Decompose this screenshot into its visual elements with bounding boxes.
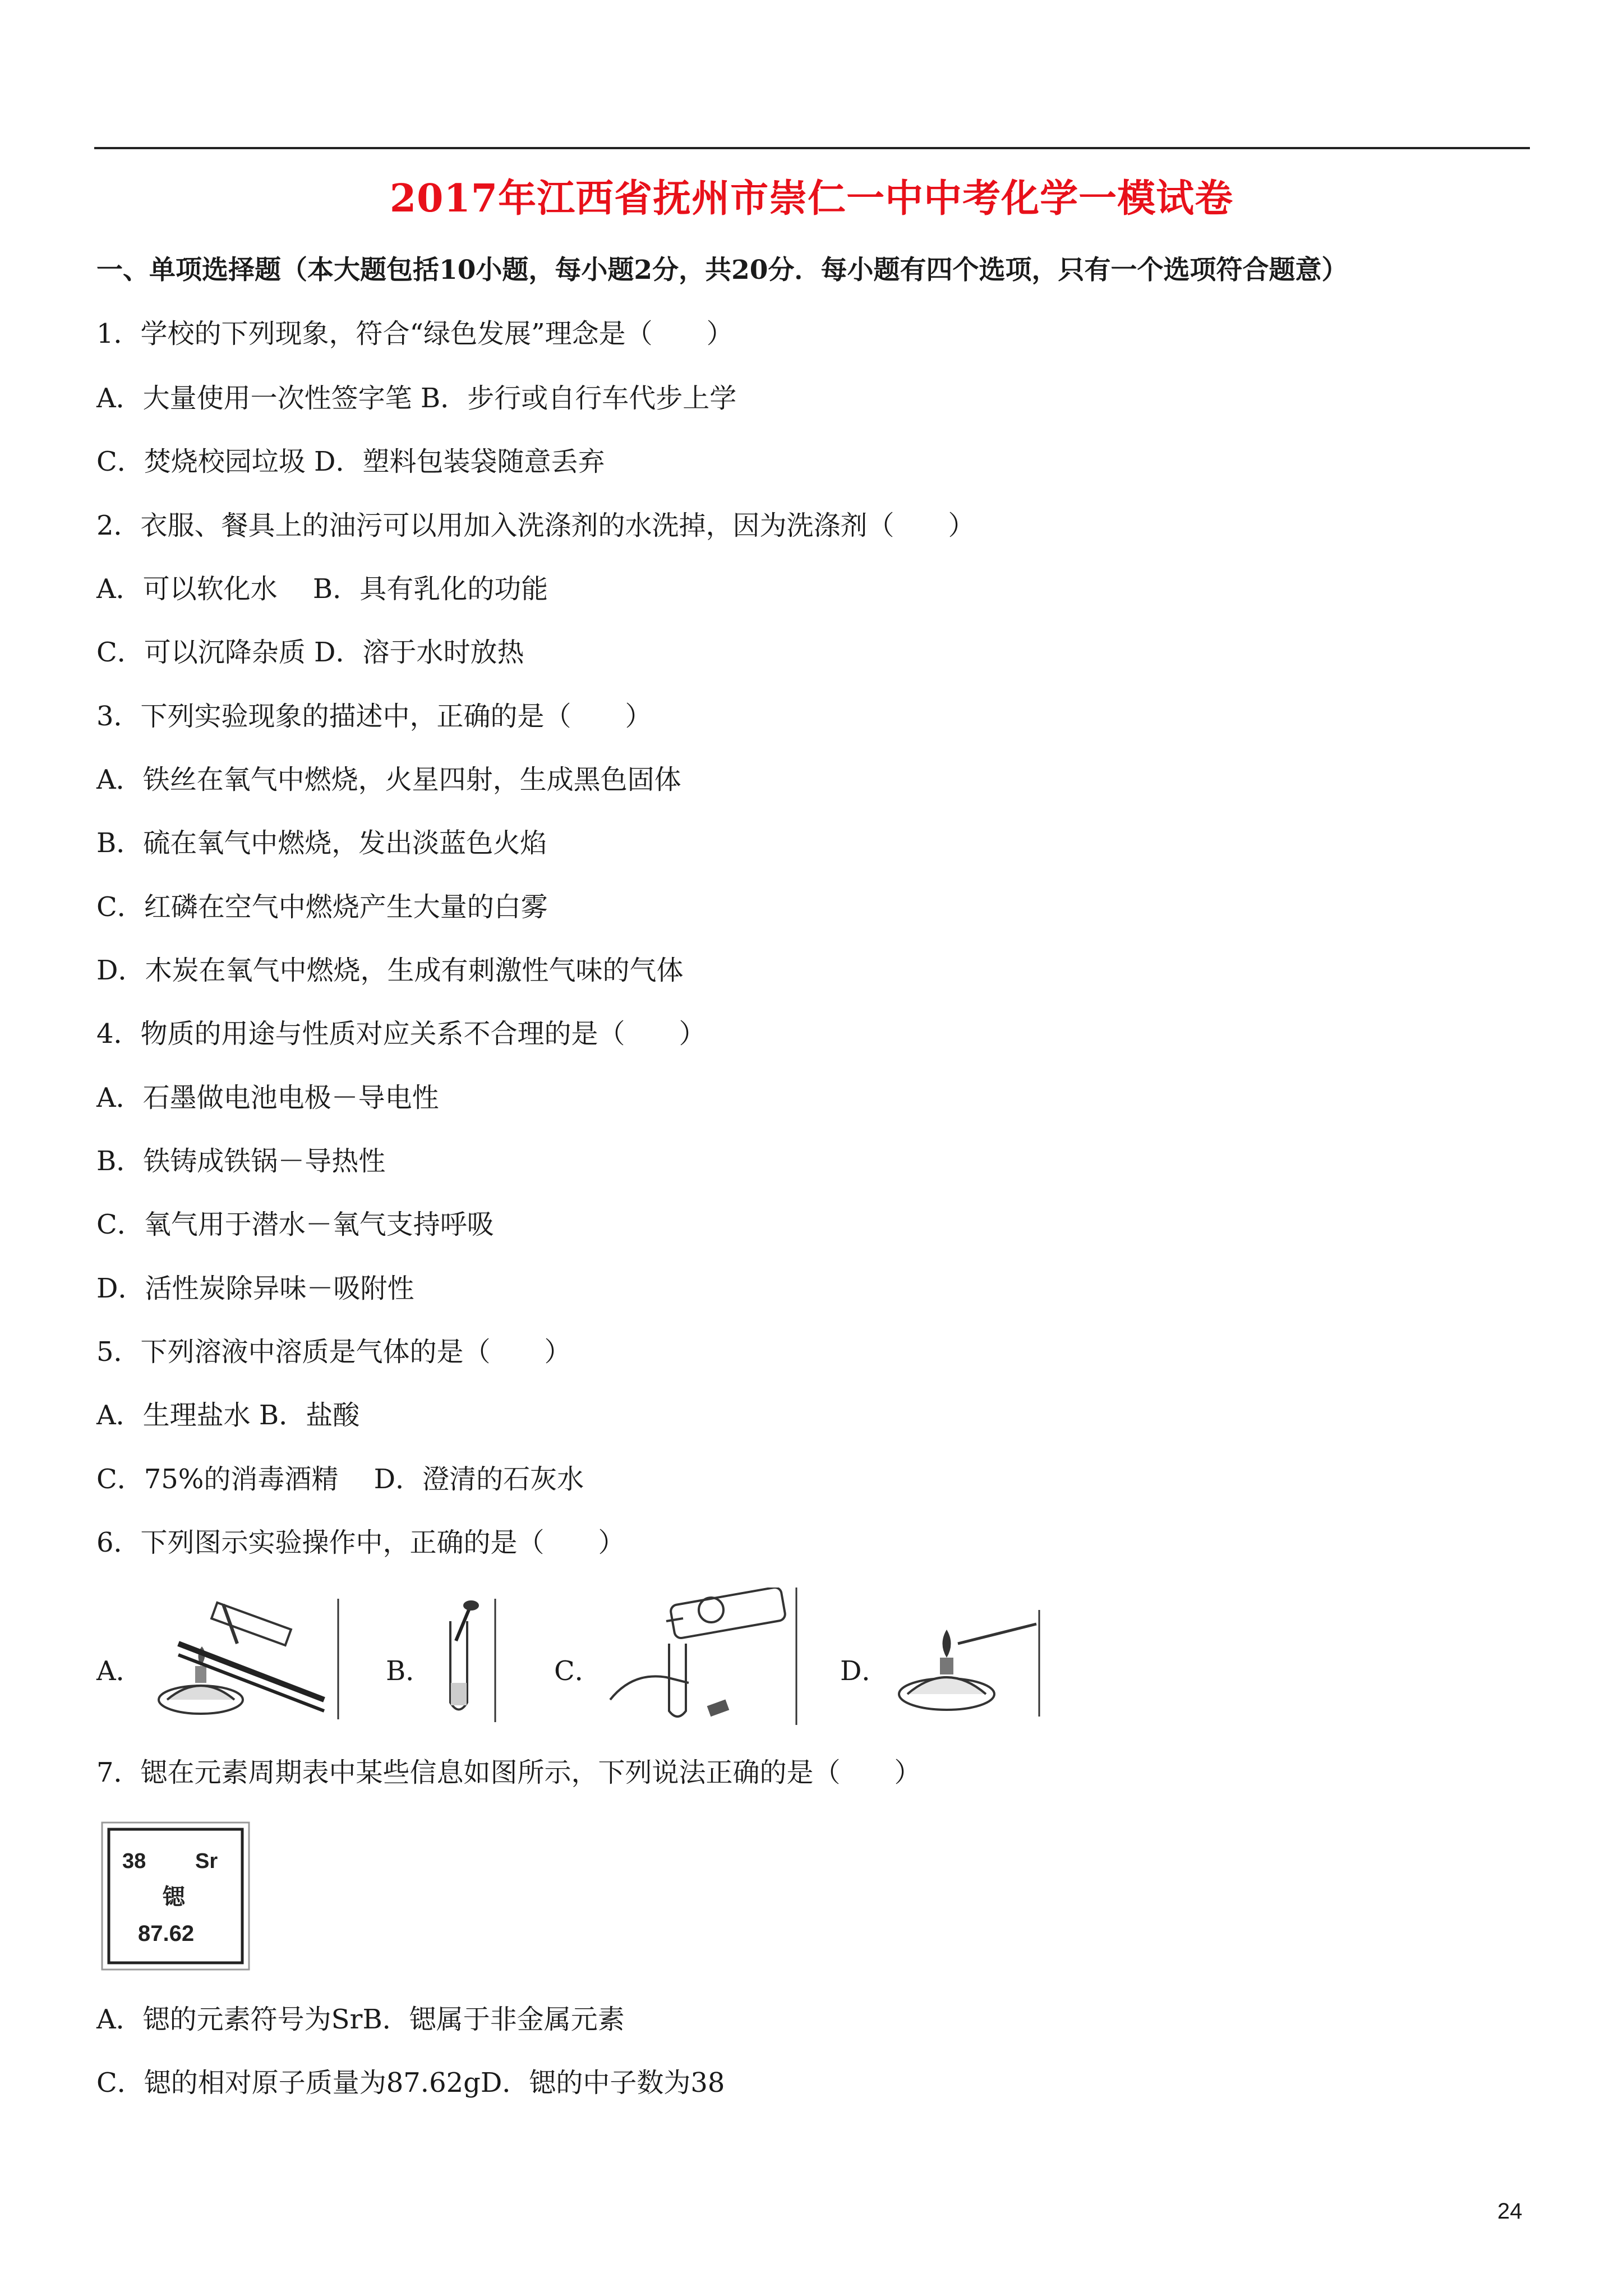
- question-2: 2．衣服、餐具上的油污可以用加入洗涤剂的水洗掉，因为洗涤剂（ ）: [96, 510, 975, 541]
- page-number: 24: [1497, 2199, 1523, 2224]
- element-symbol: Sr: [195, 1849, 218, 1873]
- q2-options-cd: C．可以沉降杂质 D．溶于水时放热: [96, 637, 524, 668]
- q7-options-cd: C．锶的相对原子质量为87.62gD．锶的中子数为38: [96, 2067, 725, 2099]
- q2-options-ab: A．可以软化水 B．具有乳化的功能: [96, 573, 548, 605]
- q1-options-cd: C．焚烧校园垃圾 D．塑料包装袋随意丢弃: [96, 446, 605, 477]
- q6-label-d: D．: [840, 1655, 889, 1687]
- q3-option-a: A．铁丝在氧气中燃烧，火星四射，生成黑色固体: [96, 764, 681, 795]
- pouring-liquid-figure: [599, 1588, 801, 1725]
- q3-option-d: D．木炭在氧气中燃烧，生成有刺激性气味的气体: [96, 955, 684, 986]
- q3-option-c: C．红磷在空气中燃烧产生大量的白雾: [96, 891, 548, 923]
- q4-option-a: A．石墨做电池电极－导电性: [96, 1082, 439, 1114]
- q6-label-c: C．: [554, 1655, 602, 1687]
- q6-label-a: A．: [96, 1655, 143, 1687]
- q4-option-d: D．活性炭除异味－吸附性: [96, 1273, 414, 1304]
- element-cell-figure: [100, 1820, 251, 1972]
- q6-label-b: B．: [386, 1655, 433, 1687]
- q5-options-ab: A．生理盐水 B．盐酸: [96, 1400, 360, 1431]
- question-7: 7．锶在元素周期表中某些信息如图所示，下列说法正确的是（ ）: [96, 1757, 921, 1788]
- lighting-lamp-figure: [885, 1610, 1042, 1717]
- q3-option-b: B．硫在氧气中燃烧，发出淡蓝色火焰: [96, 827, 547, 859]
- header-rule: [94, 147, 1530, 149]
- q4-option-b: B．铁铸成铁锅－导热性: [96, 1145, 386, 1177]
- q4-option-c: C．氧气用于潜水－氧气支持呼吸: [96, 1209, 494, 1240]
- test-tube-dropper-figure: [425, 1599, 498, 1722]
- page-title: 2017年江西省抚州市崇仁一中中考化学一模试卷: [389, 176, 1234, 221]
- section-heading: 一、单项选择题（本大题包括10小题，每小题2分，共20分．每小题有四个选项，只有一个选项符合题意）: [96, 255, 1348, 286]
- element-mass: 87.62: [138, 1921, 195, 1946]
- q6-figure-row: [94, 1588, 1048, 1728]
- q5-options-cd: C．75%的消毒酒精 D．澄清的石灰水: [96, 1464, 584, 1495]
- q7-options-ab: A．锶的元素符号为SrB．锶属于非金属元素: [96, 2004, 625, 2035]
- question-4: 4．物质的用途与性质对应关系不合理的是（ ）: [96, 1018, 706, 1050]
- question-6: 6．下列图示实验操作中，正确的是（ ）: [96, 1527, 625, 1558]
- question-3: 3．下列实验现象的描述中，正确的是（ ）: [96, 701, 652, 732]
- element-name: 锶: [163, 1884, 185, 1910]
- element-number: 38: [122, 1849, 146, 1873]
- q1-options-ab: A．大量使用一次性签字笔 B．步行或自行车代步上学: [96, 383, 737, 414]
- question-1: 1．学校的下列现象，符合“绿色发展”理念是（ ）: [96, 318, 734, 349]
- question-5: 5．下列溶液中溶质是气体的是（ ）: [96, 1336, 571, 1368]
- alcohol-lamp-heating-figure: [139, 1593, 341, 1722]
